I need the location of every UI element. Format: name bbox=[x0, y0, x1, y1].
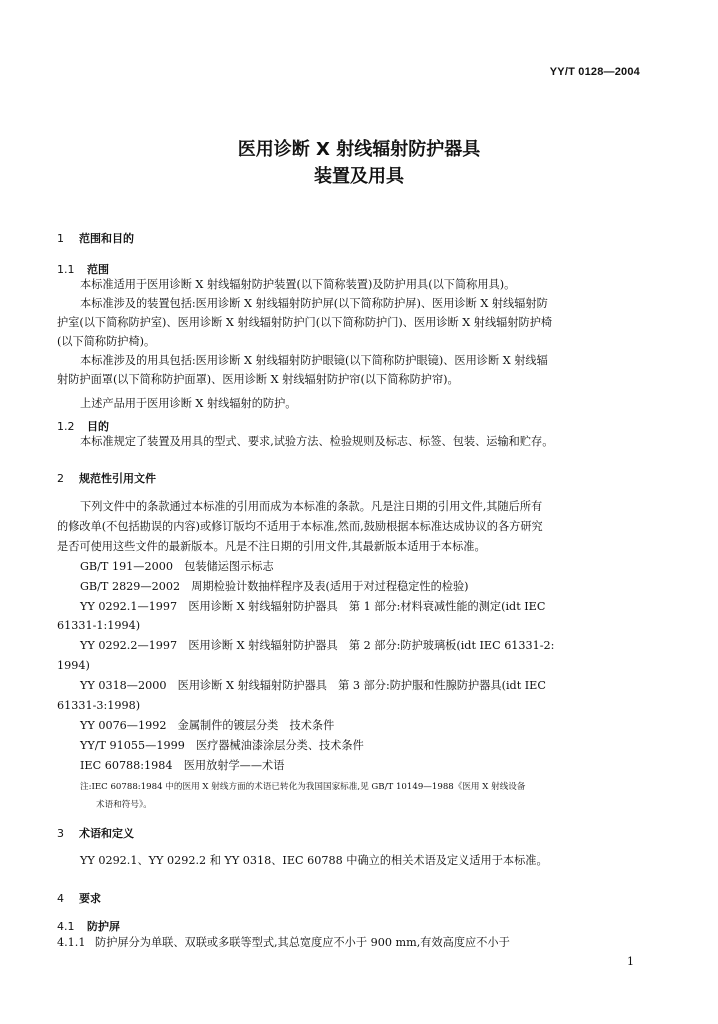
section-4-1-heading bbox=[57, 918, 120, 934]
reference-line: 61331-3:1998) bbox=[57, 699, 141, 712]
reference-line: GB/T 191—2000 包装储运图示标志 bbox=[80, 560, 274, 573]
note-line: 术语和符号》。 bbox=[96, 800, 152, 810]
section-number: 1 bbox=[57, 232, 64, 245]
section-number: 2 bbox=[57, 472, 64, 485]
section-title: 范围和目的 bbox=[79, 232, 134, 245]
section-number: 4 bbox=[57, 892, 64, 905]
note-line: 注:IEC 60788:1984 中的医用 X 射线方面的术语已转化为我国国家标准,见 GB/T 10149—1988《医用 X 射线设备 bbox=[80, 782, 526, 792]
reference-line: GB/T 2829—2002 周期检验计数抽样程序及表(适用于对过程稳定性的检验) bbox=[80, 580, 469, 593]
document-title: 医用诊断 X 射线辐射防护器具 bbox=[237, 139, 481, 160]
paragraph-line: 本标准涉及的装置包括:医用诊断 X 射线辐射防护屏(以下简称防护屏)、医用诊断 X 射线辐射防 bbox=[80, 297, 548, 310]
section-3-heading bbox=[57, 825, 134, 841]
section-number: 1.1 bbox=[57, 263, 75, 276]
document-subtitle: 装置及用具 bbox=[314, 166, 404, 187]
paragraph-line: YY 0292.1、YY 0292.2 和 YY 0318、IEC 60788 中确立的相关术语及定义适用于本标准。 bbox=[80, 854, 548, 867]
clause-number: 4.1.1 bbox=[57, 936, 86, 949]
section-title: 范围 bbox=[87, 263, 109, 276]
reference-line: YY 0076—1992 金属制件的镀层分类 技术条件 bbox=[80, 719, 335, 732]
reference-line: YY 0292.1—1997 医用诊断 X 射线辐射防护器具 第 1 部分:材料衰减性能的测定(idt IEC bbox=[80, 600, 546, 613]
section-title: 目的 bbox=[87, 420, 109, 433]
section-title: 术语和定义 bbox=[79, 827, 134, 840]
paragraph-line: 的修改单(不包括勘误的内容)或修订版均不适用于本标准,然而,鼓励根据本标准达成协议的各方研究 bbox=[57, 520, 543, 533]
section-4-heading bbox=[57, 890, 101, 906]
reference-line: YY 0292.2—1997 医用诊断 X 射线辐射防护器具 第 2 部分:防护玻璃板(idt IEC 61331-2: bbox=[80, 639, 555, 652]
section-2-heading bbox=[57, 470, 156, 486]
paragraph-line: 上述产品用于医用诊断 X 射线辐射的防护。 bbox=[80, 397, 297, 410]
reference-line: 1994) bbox=[57, 659, 90, 672]
paragraph-line: (以下简称防护椅)。 bbox=[57, 335, 156, 348]
section-title: 要求 bbox=[79, 892, 101, 905]
section-title: 防护屏 bbox=[87, 920, 120, 933]
standard-code: YY/T 0128—2004 bbox=[549, 66, 640, 78]
page-number: 1 bbox=[627, 955, 634, 968]
reference-line: IEC 60788:1984 医用放射学——术语 bbox=[80, 759, 285, 772]
paragraph-line: 护室(以下简称防护室)、医用诊断 X 射线辐射防护门(以下简称防护门)、医用诊断 X 射线辐射防护椅 bbox=[57, 316, 553, 329]
paragraph-line: 是否可使用这些文件的最新版本。凡是不注日期的引用文件,其最新版本适用于本标准。 bbox=[57, 540, 486, 553]
clause-text: 防护屏分为单联、双联或多联等型式,其总宽度应不小于 900 mm,有效高度应不小于 bbox=[95, 936, 510, 949]
paragraph-line: 下列文件中的条款通过本标准的引用而成为本标准的条款。凡是注日期的引用文件,其随后所有 bbox=[80, 500, 543, 513]
section-number: 1.2 bbox=[57, 420, 75, 433]
section-1-heading bbox=[57, 230, 134, 246]
section-number: 3 bbox=[57, 827, 64, 840]
section-title: 规范性引用文件 bbox=[79, 472, 156, 485]
clause-4-1-1 bbox=[57, 933, 510, 952]
reference-line: YY/T 91055—1999 医疗器械油漆涂层分类、技术条件 bbox=[80, 739, 364, 752]
reference-line: 61331-1:1994) bbox=[57, 619, 141, 632]
paragraph-line: 本标准规定了装置及用具的型式、要求,试验方法、检验规则及标志、标签、包装、运输和贮存。 bbox=[80, 435, 554, 448]
reference-line: YY 0318—2000 医用诊断 X 射线辐射防护器具 第 3 部分:防护服和性腺防护器具(idt IEC bbox=[80, 679, 546, 692]
paragraph-line: 本标准适用于医用诊断 X 射线辐射防护装置(以下简称装置)及防护用具(以下简称用具)。 bbox=[80, 278, 516, 291]
paragraph-line: 本标准涉及的用具包括:医用诊断 X 射线辐射防护眼镜(以下简称防护眼镜)、医用诊断 X 射线辐 bbox=[80, 354, 548, 367]
section-number: 4.1 bbox=[57, 920, 75, 933]
paragraph-line: 射防护面罩(以下简称防护面罩)、医用诊断 X 射线辐射防护帘(以下简称防护帘)。 bbox=[57, 373, 459, 386]
